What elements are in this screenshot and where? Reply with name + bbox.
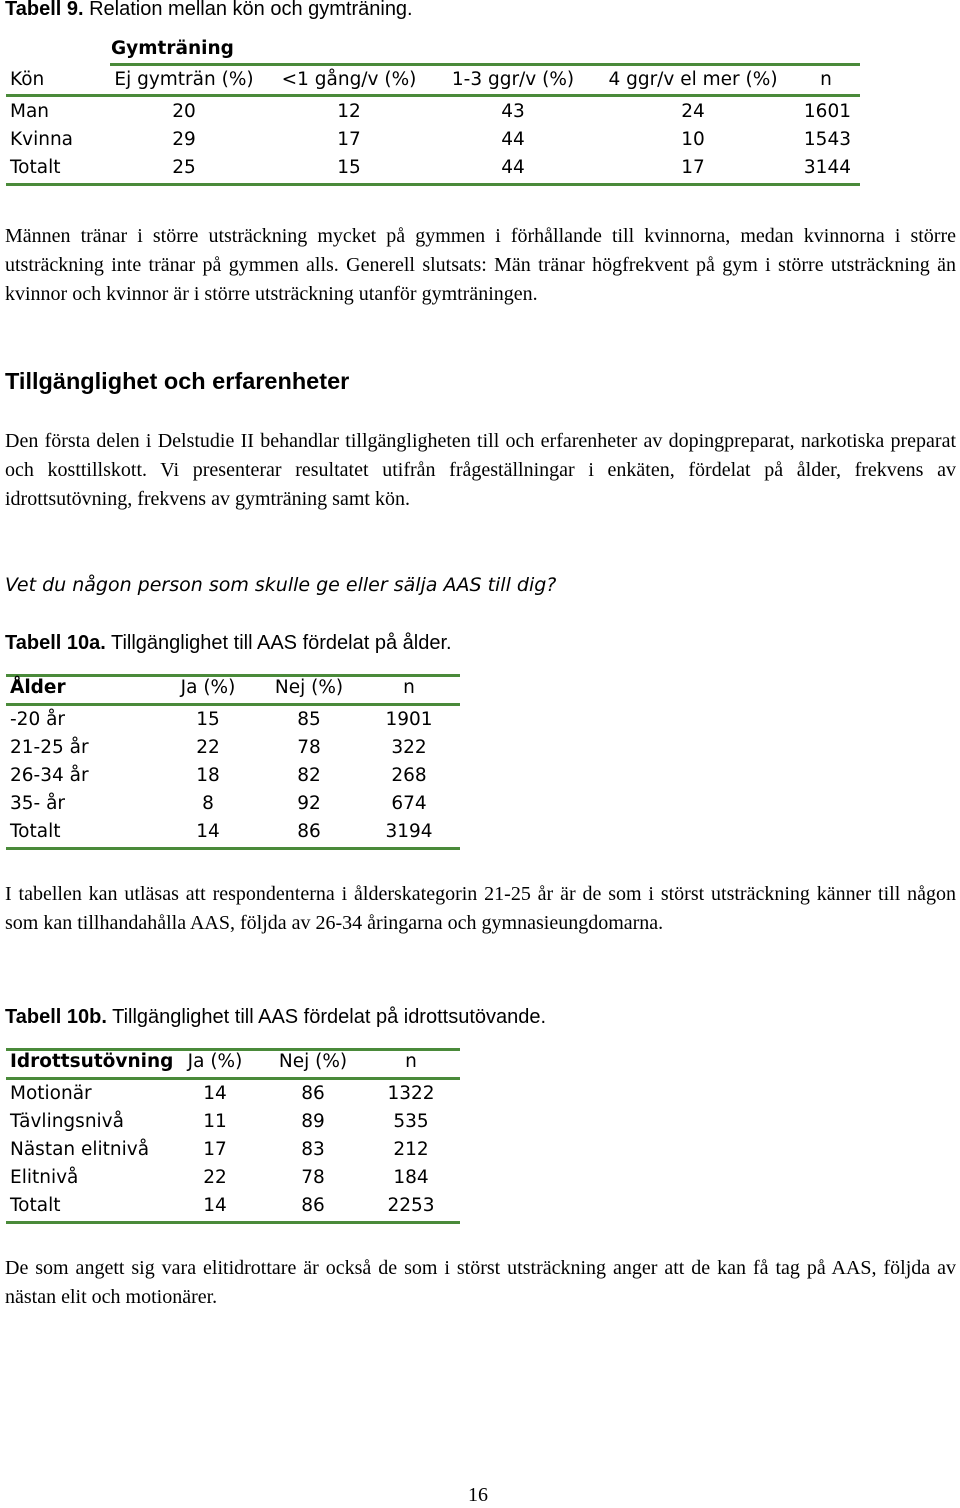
paragraph-gym-gender: Männen tränar i större utsträckning mycket på gymmen i förhållande till kvinnorna, medan kvinnorna i större utsträckning inte tränar på gymmen alls. Generell slutsats: Män tränar högfrekvent på gym i större utsträckning än kvinnor och kvinnor är i större utsträckning utanför gymträningen. xyxy=(5,225,956,305)
table-cell: 674 xyxy=(391,793,427,814)
paragraph-age-result: I tabellen kan utläsas att respondenterna i ålderskategorin 21-25 år är de som i störst utsträckning känner till någon som kan tillhandahålla AAS, följda av 26-34 åringarna och gymnasieungdomarna. xyxy=(5,883,956,934)
table-cell: 1322 xyxy=(387,1083,435,1104)
table10b-header-n: n xyxy=(405,1051,417,1072)
table-cell: Kvinna xyxy=(10,129,74,150)
table-cell: -20 år xyxy=(10,709,66,730)
table-cell: 1901 xyxy=(385,709,433,730)
table-cell: 10 xyxy=(681,129,705,150)
paragraph-intro: Den första delen i Delstudie II behandlar tillgängligheten till och erfarenheter av dopingpreparat, narkotiska preparat och kosttillskott. Vi presenterar resultatet utifrån frågeställningar i enkäten, fördelat på ålder, frekvens av idrottsutövning, frekvens av gymträning samt kön. xyxy=(5,430,956,510)
table10b-title: Tillgänglighet till AAS fördelat på idrottsutövande. xyxy=(112,1006,547,1028)
table-cell: 92 xyxy=(297,793,321,814)
table-cell: 44 xyxy=(501,157,525,178)
table9 xyxy=(0,30,960,190)
page-number: 16 xyxy=(468,1484,488,1506)
table-cell: Totalt xyxy=(10,157,61,178)
table-cell: 3194 xyxy=(385,821,433,842)
table-cell: Motionär xyxy=(10,1083,92,1104)
table-cell: 86 xyxy=(297,821,321,842)
table-cell: Tävlingsnivå xyxy=(10,1111,124,1132)
table9-title: Relation mellan kön och gymträning. xyxy=(89,0,413,20)
table9-bottom-rule xyxy=(6,183,860,186)
table10a-header-alder: Ålder xyxy=(10,677,66,698)
table-cell: 26-34 år xyxy=(10,765,89,786)
table-cell: 11 xyxy=(203,1111,227,1132)
table-cell: 8 xyxy=(202,793,214,814)
table-cell: 1543 xyxy=(803,129,851,150)
table9-header-4: 4 ggr/v el mer (%) xyxy=(608,69,778,90)
paragraph-sport-result: De som angett sig vara elitidrottare är också de som i störst utsträckning anger att de kan få tag på AAS, följda av nästan elit och motionärer. xyxy=(5,1257,956,1308)
table-cell: 86 xyxy=(301,1083,325,1104)
table9-group-rule xyxy=(110,63,860,66)
table-cell: 14 xyxy=(196,821,220,842)
table-cell: Totalt xyxy=(10,821,61,842)
table10b-header-idrott: Idrottsutövning xyxy=(10,1051,174,1072)
table-cell: 43 xyxy=(501,101,525,122)
table-cell: 2253 xyxy=(387,1195,435,1216)
table-cell: Man xyxy=(10,101,50,122)
table-cell: 17 xyxy=(681,157,705,178)
table10a xyxy=(0,670,470,855)
survey-question: Vet du någon person som skulle ge eller sälja AAS till dig? xyxy=(5,574,557,596)
table9-label: Tabell 9. xyxy=(5,0,84,20)
table9-header-lt1: <1 gång/v (%) xyxy=(281,69,417,90)
table10a-caption xyxy=(5,632,452,655)
table-cell: 78 xyxy=(297,737,321,758)
table-cell: 21-25 år xyxy=(10,737,89,758)
table10a-label: Tabell 10a. xyxy=(5,632,106,654)
table-cell: 22 xyxy=(203,1167,227,1188)
table-cell: 78 xyxy=(301,1167,325,1188)
table-cell: 322 xyxy=(391,737,427,758)
table-cell: 18 xyxy=(196,765,220,786)
table-cell: 15 xyxy=(196,709,220,730)
table-cell: 29 xyxy=(172,129,196,150)
table-cell: 184 xyxy=(393,1167,429,1188)
table10b-bottom-rule xyxy=(6,1221,460,1224)
table10a-header-rule xyxy=(6,703,460,706)
table10a-title: Tillgänglighet till AAS fördelat på ålder. xyxy=(111,632,452,654)
table-cell: 12 xyxy=(337,101,361,122)
table10a-header-ja: Ja (%) xyxy=(180,677,236,698)
table9-header-n: n xyxy=(820,69,832,90)
table10b-header-nej: Nej (%) xyxy=(278,1051,348,1072)
table9-group-header: Gymträning xyxy=(111,38,234,59)
table-cell: 35- år xyxy=(10,793,66,814)
table-cell: 83 xyxy=(301,1139,325,1160)
table-cell: 17 xyxy=(337,129,361,150)
table-cell: 25 xyxy=(172,157,196,178)
table-cell: Totalt xyxy=(10,1195,61,1216)
table-cell: 17 xyxy=(203,1139,227,1160)
table-cell: Elitnivå xyxy=(10,1167,79,1188)
table-cell: 24 xyxy=(681,101,705,122)
table9-caption xyxy=(5,0,413,21)
table10b xyxy=(0,1044,470,1229)
section-heading: Tillgänglighet och erfarenheter xyxy=(5,368,350,394)
table-cell: 3144 xyxy=(803,157,851,178)
table10a-bottom-rule xyxy=(6,847,460,850)
table10a-header-n: n xyxy=(403,677,415,698)
table10b-header-ja: Ja (%) xyxy=(187,1051,243,1072)
table-cell: 14 xyxy=(203,1195,227,1216)
table9-header-kon: Kön xyxy=(10,69,45,90)
table-cell: 15 xyxy=(337,157,361,178)
table-cell: 268 xyxy=(391,765,427,786)
table-cell: 1601 xyxy=(803,101,851,122)
table-cell: 535 xyxy=(393,1111,429,1132)
table-cell: 20 xyxy=(172,101,196,122)
table10b-label: Tabell 10b. xyxy=(5,1006,107,1028)
table-cell: 89 xyxy=(301,1111,325,1132)
table-cell: 212 xyxy=(393,1139,429,1160)
table-cell: 22 xyxy=(196,737,220,758)
table-cell: 14 xyxy=(203,1083,227,1104)
table-cell: 86 xyxy=(301,1195,325,1216)
table10b-caption xyxy=(5,1006,546,1029)
table9-header-rule xyxy=(6,94,860,97)
table-cell: 82 xyxy=(297,765,321,786)
table10a-header-nej: Nej (%) xyxy=(274,677,344,698)
table-cell: 44 xyxy=(501,129,525,150)
table9-header-13: 1-3 ggr/v (%) xyxy=(451,69,575,90)
table9-header-ej: Ej gymträn (%) xyxy=(114,69,254,90)
table10b-header-rule xyxy=(6,1077,460,1080)
table-cell: 85 xyxy=(297,709,321,730)
table-cell: Nästan elitnivå xyxy=(10,1139,150,1160)
